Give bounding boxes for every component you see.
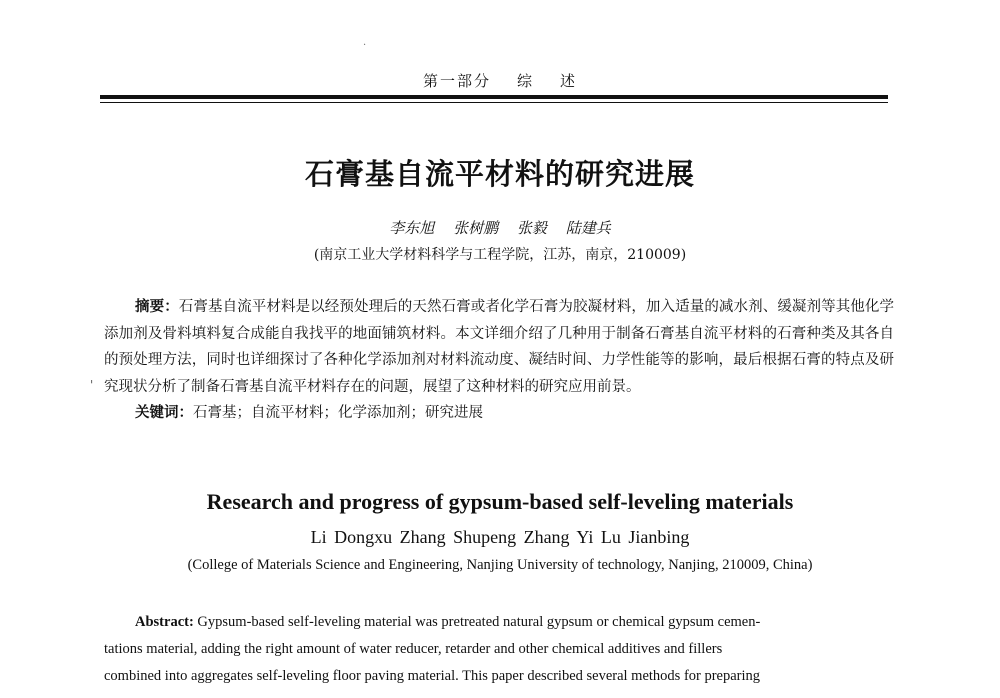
stray-dot-mark: · (363, 40, 367, 51)
abstract-label: 摘要： (135, 298, 179, 315)
english-abstract-line: combined into aggregates self-leveling floor paving material. This paper described several methods for preparing (104, 668, 761, 684)
section-name-b: 述 (560, 72, 578, 90)
stray-tick-mark: ' (90, 378, 94, 392)
english-abstract-label: Abstract: (135, 614, 194, 630)
english-authors: Li Dongxu Zhang Shupeng Zhang Yi Lu Jianbing (310, 527, 690, 547)
header-rule-thick (100, 95, 888, 99)
english-affiliation: (College of Materials Science and Engineering, Nanjing University of technology, Nanjing, 210009, China) (187, 557, 813, 573)
section-part: 第一部分 (422, 72, 491, 90)
chinese-authors (0, 217, 1000, 238)
section-header (0, 70, 1000, 92)
author-name: 李东旭 (389, 219, 435, 237)
abstract-text: 石膏基自流平材料是以经预处理后的天然石膏或者化学石膏为胶凝材料，加入适量的减水剂、缓凝剂等其他化学添加剂及骨料填料复合成能自我找平的地面铺筑材料。本文详细介绍了几种用于制备石膏基自流平材料的石膏种类及其各自的预处理方法，同时也详细探讨了各种化学添加剂对材料流动度、凝结时间、力学性能等的影响，最后根据石膏的特点及研究现状分析了制备石膏基自流平材料存在的问题，展望了这种材料的研究应用前景。 (104, 299, 894, 395)
keywords-label: 关键词： (135, 404, 193, 421)
section-name-a: 综 (516, 72, 534, 90)
keywords-text: 石膏基；自流平材料；化学添加剂；研究进展 (193, 405, 483, 421)
header-rule-thin (100, 102, 888, 103)
english-abstract-line: Gypsum-based self-leveling material was pretreated natural gypsum or chemical gypsum cemen- (197, 614, 761, 630)
chinese-affiliation: (南京工业大学材料科学与工程学院，江苏，南京，210009) (313, 247, 687, 263)
author-name: 陆建兵 (565, 219, 611, 237)
english-abstract-line: tations material, adding the right amount of water reducer, retarder and other chemical additives and fillers (104, 641, 723, 657)
chinese-abstract (104, 294, 894, 427)
author-name: 张树鹏 (453, 219, 499, 237)
english-title: Research and progress of gypsum-based self-leveling materials (206, 489, 794, 514)
author-name: 张毅 (516, 219, 547, 237)
english-abstract (104, 609, 886, 690)
chinese-title: 石膏基自流平材料的研究进展 (304, 157, 695, 191)
